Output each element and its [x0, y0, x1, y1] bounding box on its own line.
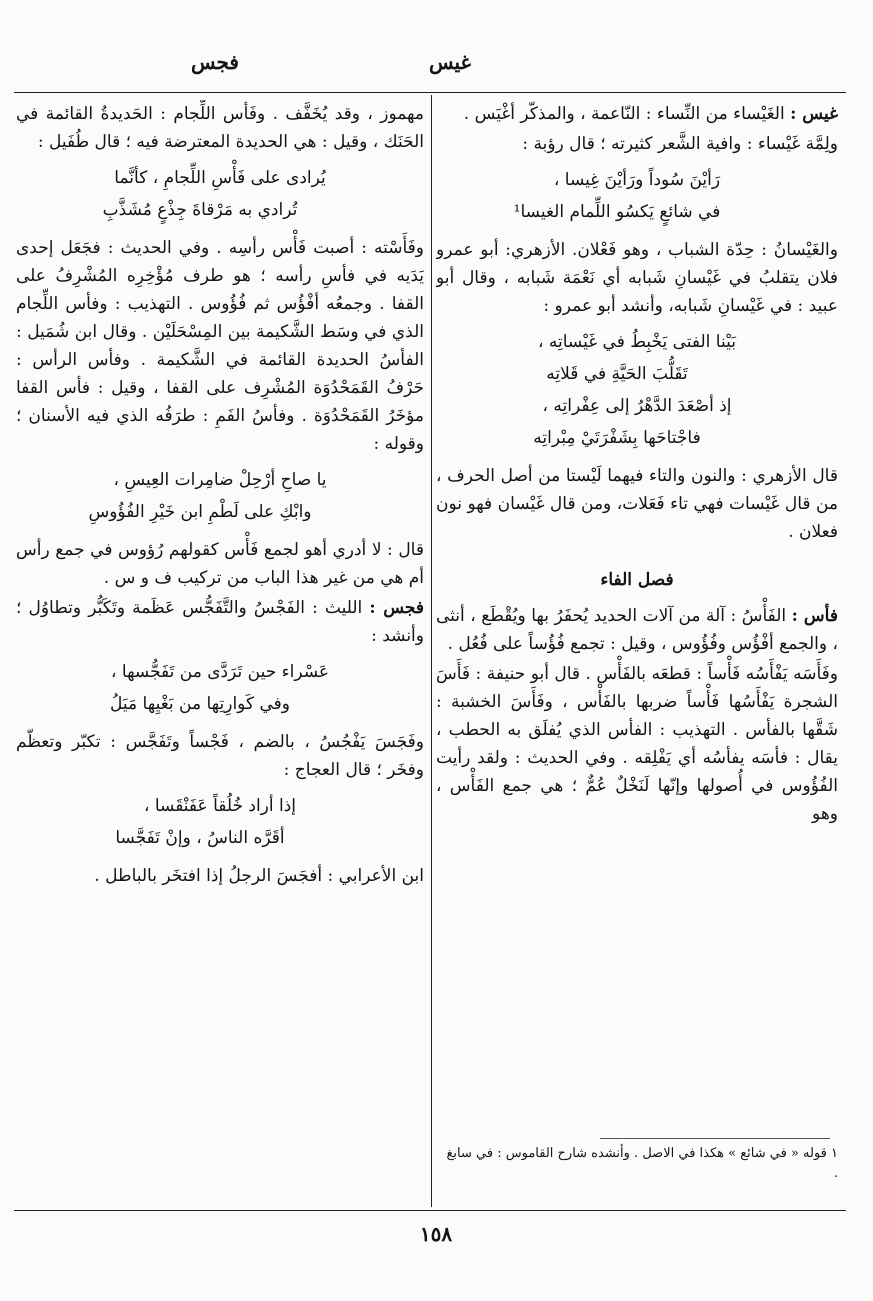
paragraph: وفَأَسْته : أصبت فَأْس رأسِه . وفي الحديث : فجَعَل إحدى يَدَيه في فأسِ رأسه ؛ هو طرف مُؤْخِرِه المُشْرِفُ على القفا . وجمعُه أفْؤُس ثم فُؤُوس . التهذيب : وفأس اللِّجام الذي في وسَط الشَّكيمة بين المِسْحَلَيْن . وقال ابن شُمَيل : الفأسُ الحديدة القائمة في الشَّكيمة . وفأس الرأس : حَرْفُ القَمَحْدُوَة المُشْرِف على القفا ، وقيل : فأس القفا مؤخَرُ القَمَحْدُوَة . وفأسُ الفَمِ : طرَفُه الذي فيه الأسنان ؛ وقوله :	[16, 238, 424, 454]
verse-line: يُرادى على فَأْسِ اللِّجامِ ، كأنَّما	[114, 168, 326, 188]
headword-ghays: غيس :	[790, 104, 838, 124]
headword-fajas: فجس :	[369, 598, 424, 618]
right-column	[436, 100, 838, 1140]
verse-line: إذا أراد خُلُقاً عَفَنْقَسا ،	[143, 796, 297, 816]
verse-line: تَقَلُّبَ الحَيَّةِ في قَلاتِه	[546, 364, 688, 384]
verse-line: وفي كَوارِتِها من بَغْيِها مَيَلُ	[110, 694, 290, 714]
entry-ghays: غيس : الغَيْساء من النِّساء : النّاعمة ، والمذكّر أغْيَس .	[463, 104, 838, 124]
paragraph: وفَأَسَه يَفْأَسُه فَأْساً : قطعَه بالفَأْس . قال أبو حنيفة : فَأَسَ الشجرة يَفْأَسُها فَأْساً ضربها بالفَأْس ، وفَأَسَ الخشبة : شَقَّها بالفأس . التهذيب : الفأس الذي يُفلَق به الحطب ، يقال : فأسَه يفأسُه أي يَفْلِقه . وفي الحديث : ولقد رأيت الفُؤُوس في أُصولها وإنّها لَنَخْلٌ عُمٌّ ؛ هي جمع الفَأْس ، وهو	[436, 664, 838, 824]
verse-line: رَأيْنَ سُوداً ورَأيْنَ غِيسا ،	[553, 170, 721, 190]
header-right-word: غيس	[429, 50, 471, 74]
paragraph: قال الأزهري : والنون والتاء فيهما لَيْستا من أصل الحرف ، من قال غَيْسات فهي تاء فَعَلات، ومن قال غَيْسان فهو نون فعلان .	[436, 466, 838, 542]
paragraph: مهموز ، وقد يُخَفَّف . وفَأْس اللِّجام : الحَديدةُ القائمة في الحَنَك ، وقيل : هي الحديدة المعترضة فيه ؛ قال طُفَيل :	[16, 104, 424, 152]
verse-block	[436, 164, 838, 228]
page-number: ١٥٨	[419, 1222, 453, 1246]
verse-line: وابْكِ على لَطْمِ ابن خَيْرِ الفُؤُوسِ	[88, 502, 312, 522]
section-heading: فصل الفاء	[600, 570, 674, 590]
verse-line: أقَرَّه الناسُ ، وإنْ تَفَجَّسا	[115, 828, 285, 848]
paragraph: وفَجَسَ يَفْجُسُ ، بالضم ، فَجْساً وتَفَجَّس : تكبّر وتعظّم وفخَر ؛ قال العجاج :	[16, 732, 424, 780]
entry-fajas: فجس : الليث : الفَجْسُ والتَّفَجُّس عَظَمة وتَكَبُّر وتطاوُل ؛ وأنشد :	[16, 598, 424, 646]
entry-fas: فأس : الفَأْسُ : آلة من آلات الحديد يُحفَرُ بها ويُقْطَع ، أنثى ، والجمع أفْؤُس وفُؤُوس ، وقيل : تجمع فُؤُساً على فُعُل .	[436, 606, 838, 654]
verse-line: بَيْنا الفتى يَخْبِطُ في غَيْساتِه ،	[538, 332, 736, 352]
verse-line: إذ أصْعَدَ الدَّهْرُ إلى عِفْراتِه ،	[542, 396, 732, 416]
paragraph: والغَيْسانُ : حِدّة الشباب ، وهو فَعْلان. الأزهري: أبو عمرو فلان يتقلبُ في غَيْسانِ شَبابه أي نَعْمَة شَبابه ، وقال أبو عبيد : في غَيْسانِ شَبابه، وأنشد أبو عمرو :	[436, 240, 838, 316]
column-divider	[431, 95, 432, 1207]
paragraph: ولِمَّة غَيْساء : وافية الشَّعر كثيرته ؛ قال رؤبة :	[522, 134, 838, 154]
paragraph: قال : لا أدري أهو لجمع فَأْس كقولهم رُؤوس في جمع رأس أم هي من غير هذا الباب من تركيب ف و س .	[16, 540, 424, 588]
header-left-word: فجس	[191, 50, 239, 74]
footnote-rule	[600, 1138, 830, 1139]
verse-line: يا صاحِ أرْحِلْ ضامِرات العِيسِ ،	[113, 470, 327, 490]
verse-block	[436, 326, 838, 454]
paragraph: ابن الأعرابي : أفجَسَ الرجلُ إذا افتخَر بالباطل .	[94, 866, 424, 886]
headword-fas: فأس :	[791, 606, 838, 626]
verse-line: في شائعٍ يَكسُو اللِّمام الغيسا¹	[513, 202, 721, 222]
footer-rule	[14, 1210, 846, 1211]
verse-block	[16, 790, 424, 854]
footnote: ١ قوله « في شائع » هكذا في الاصل . وأنشده شارح القاموس : في سابغ .	[446, 1146, 838, 1181]
verse-line: فاجْتاحَها بِشَفْرَتَيْ مِبْراتِه	[533, 428, 701, 448]
verse-block	[16, 464, 424, 528]
verse-line: تُرادي به مَرْقاةَ جِذْعٍ مُشَذَّبِ	[102, 200, 298, 220]
verse-line: عَسْراء حين تَرَدَّى من تَفَجُّسها ،	[111, 662, 330, 682]
verse-block	[16, 656, 424, 720]
verse-block	[16, 162, 424, 226]
header-rule	[14, 92, 846, 93]
left-column	[16, 100, 424, 1205]
